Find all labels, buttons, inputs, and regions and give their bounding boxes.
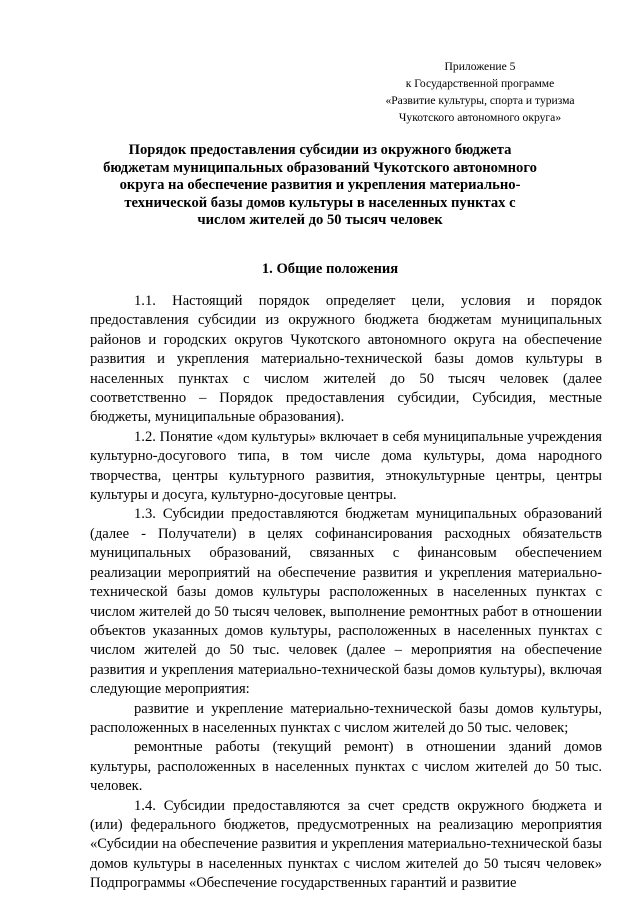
paragraph: 1.3. Субсидии предоставляются бюджетам муниципальных образований (далее - Получатели) в целях софинансирования расходных обязательств муниципальных образований, связанных с финансовым обеспечением реализации мероприятий на обеспечение развития и укрепления материально-технической базы домов культуры расположенных в населенных пунктах с числом жителей до 50 тысяч человек, выполнение ремонтных работ в отношении объектов указанных домов культуры, расположенных в населенных пунктах с числом жителей до 50 тыс. человек (далее – мероприятия на обеспечение развития и укрепления материально-технической базы домов культуры), включая следующие мероприятия: [90,506,602,698]
document-body [90,292,602,894]
section-heading: 1. Общие положения [261,261,399,277]
appendix-line: Чукотского автономного округа» [398,111,562,124]
appendix-line: «Развитие культуры, спорта и туризма [385,94,575,107]
paragraph: ремонтные работы (текущий ремонт) в отношении зданий домов культуры, расположенных в населенных пунктах с числом жителей до 50 тыс. человек. [90,739,602,795]
appendix-line: к Государственной программе [405,77,555,90]
paragraph: развитие и укрепление материально-технической базы домов культуры, расположенных в населенных пунктах с числом жителей до 50 тыс. человек; [90,700,602,736]
appendix-block [360,58,600,126]
appendix-line: Приложение 5 [444,60,516,73]
document-title: Порядок предоставления субсидии из окружного бюджета бюджетам муниципальных образований Чукотского автономного округа на обеспечение развития и укрепления материально-технической базы домов культуры в населенных пунктах с числом жителей до 50 тысяч человек [103,142,537,229]
paragraph: 1.2. Понятие «дом культуры» включает в себя муниципальные учреждения культурно-досугового типа, в том числе дома культуры, дома народного творчества, центры культурного развития, этнокультурные центры, центры культуры и досуга, культурно-досуговые центры. [90,428,602,504]
paragraph: 1.4. Субсидии предоставляются за счет средств окружного бюджета и (или) федерального бюджетов, предусмотренных на реализацию мероприятия «Субсидии на обеспечение развития и укрепления материально-технической базы домов культуры в населенных пунктах с числом жителей до 50 тысяч человек» Подпрограммы «Обеспечение государственных гарантий и развитие [90,797,602,892]
paragraph: 1.1. Настоящий порядок определяет цели, условия и порядок предоставления субсидии из окружного бюджета бюджетам муниципальных районов и городских округов Чукотского автономного округа на обеспечение развития и укрепления материально-технической базы домов культуры в населенных пунктах с числом жителей до 50 тысяч человек (далее соответственно – Порядок предоставления субсидии, Субсидия, местные бюджеты, муниципальные образования). [90,293,602,426]
